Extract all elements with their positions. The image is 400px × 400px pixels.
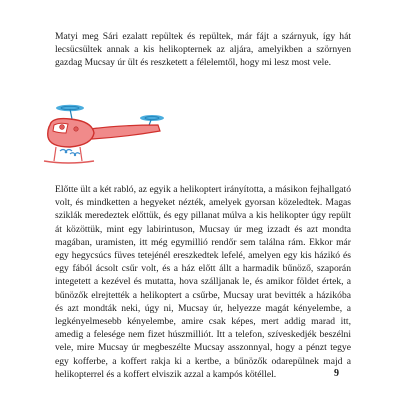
cabin-body <box>48 119 94 147</box>
helicopter-illustration <box>30 95 190 175</box>
birds-under-helicopter <box>60 150 80 157</box>
page-number: 9 <box>334 368 339 379</box>
paragraph-2: Előtte ült a két rabló, az egyik a helikoptert irányította, a másikon fejhallgató volt, és mindketten a hegyeket nézték, amelyek gyorsan közeledtek. Magas sziklák meredeztek előttük, és egy pillanat múlva a kis helikopter úgy repült át közöttük, mint egy labirintuson, Mucsay úr meg izzadt és azt mondta magában, uramisten, itt még egymillió rendőr sem találna rám. Ekkor már egy hegycsúcs füves tetejénél ereszkedtek lefelé, amelyen egy kis házikó és egy fából ácsolt csűr volt, és a ház előtt állt a harmadik bűnöző, szaporán integetett a kezével és mutatta, hova szálljanak le, és amikor földet értek, a bűnözők elrejtették a helikoptert a csűrbe, Mucsay urat bevitték a házikóba és azt mondták neki, úgy ni, Mucsay úr, helyezze magát kényelembe, a legkényelmesebb kényelembe, amire csak képes, mert addig marad itt, amedig a felesége nem fizet húszmilliót. Itt a telefon, szíveskedjék beszélni vele, mire Mucsay úr megbeszélte Mucsay asszonnyal, hogy a pénzt tegye egy kofferbe, a koffert rakja ki a kertbe, a bűnözők odarepülnek majd a helikopterrel és a koffert elviszik azzal a kampós kötéllel. <box>55 184 351 380</box>
tail-boom <box>90 125 160 139</box>
paragraph-1: Matyi meg Sári ezalatt repültek és repültek, már fájt a szárnyuk, így hát lecsücsültek annak a kis helikopternek az aljára, amelyikben a szörnyen gazdag Mucsay úr ült és reszketett a félelemtől, hogy mi lesz most vele. <box>55 31 351 69</box>
main-rotor <box>56 105 84 119</box>
